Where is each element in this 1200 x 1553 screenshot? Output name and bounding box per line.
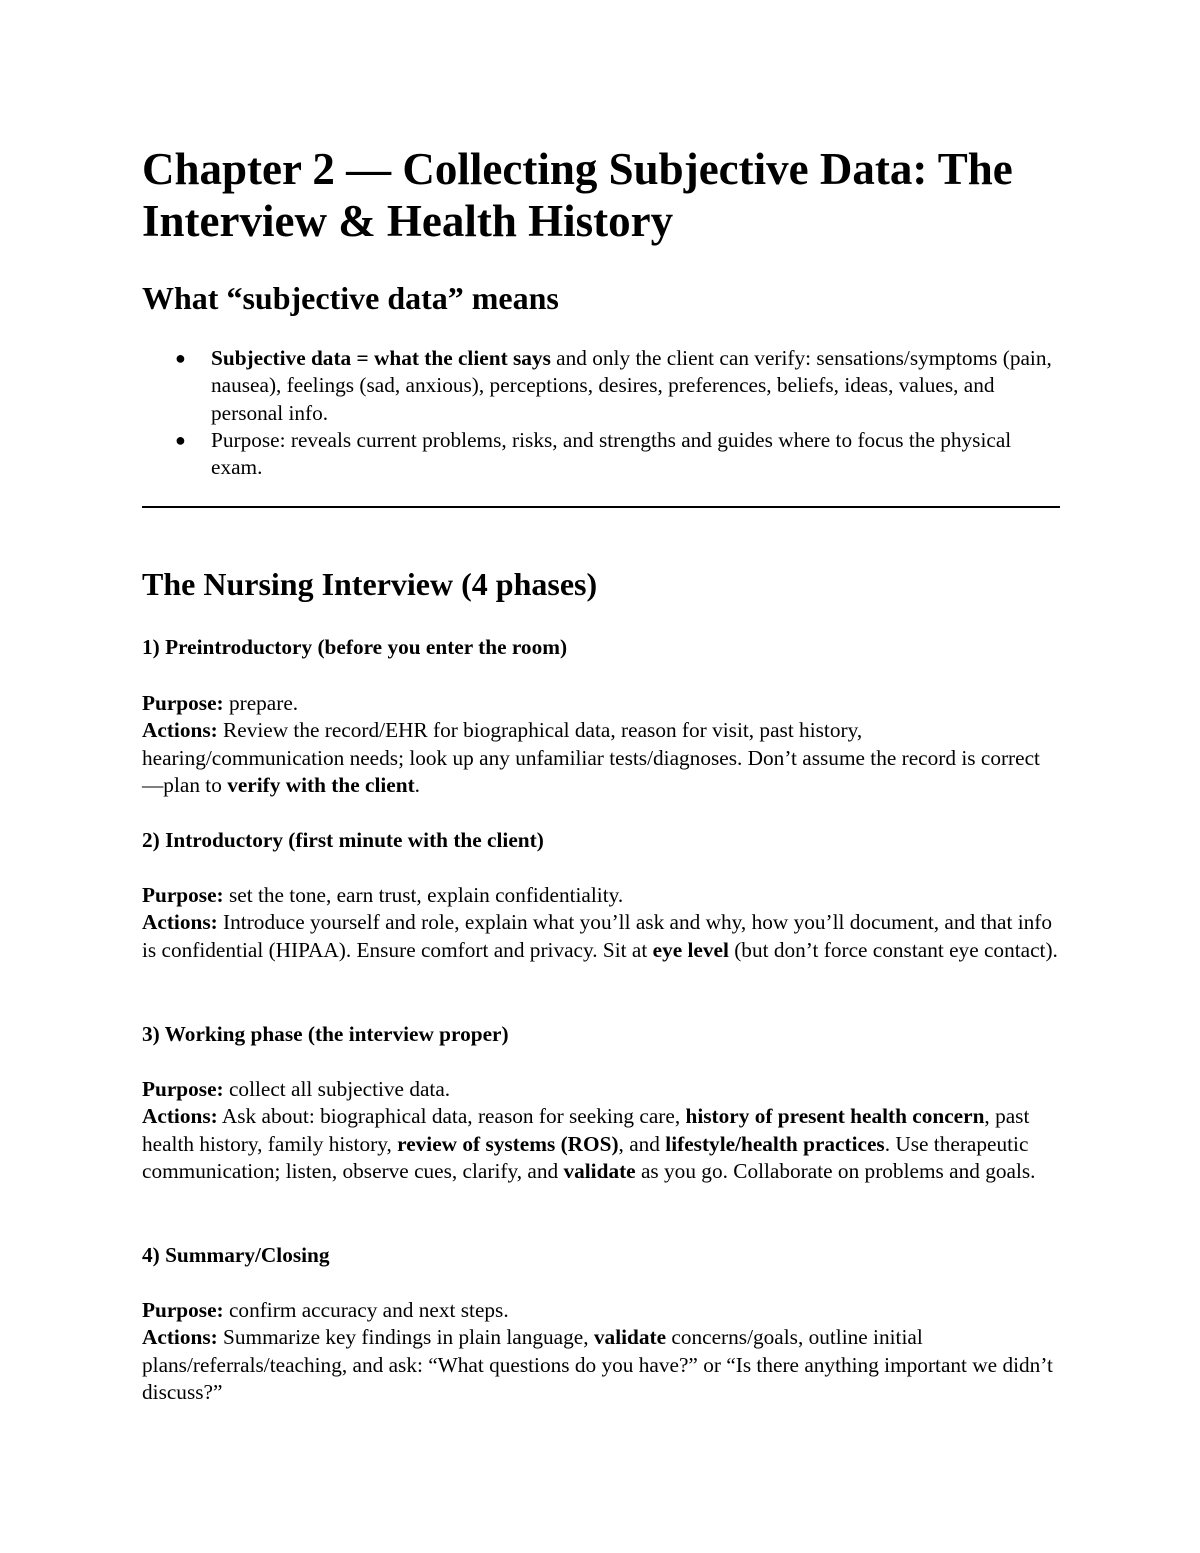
actions-label: Actions: [142, 718, 218, 743]
bullet-item [142, 345, 1060, 427]
purpose-text: prepare. [223, 691, 299, 715]
actions-text: Ask about: biographical data, reason for seeking care, [217, 1104, 686, 1129]
purpose-label: Purpose: [142, 691, 224, 715]
phase-title: 3) Working phase (the interview proper) [142, 1022, 509, 1046]
chapter-title: Chapter 2 — Collecting Subjective Data: The Interview & Health History [142, 144, 1013, 246]
actions-bold-text: lifestyle/health practices [665, 1131, 885, 1156]
phase-title: 2) Introductory (first minute with the client) [142, 828, 544, 852]
actions-text: (but don’t force constant eye contact). [728, 937, 1058, 962]
bullet-icon: ● [175, 348, 186, 368]
phase-body [142, 690, 1060, 799]
section-heading-subjective-data: What “subjective data” means [142, 280, 559, 316]
horizontal-divider [142, 506, 1060, 508]
actions-text: . Use therapeutic communication; listen, observe cues, clarify, and [142, 1131, 1029, 1183]
phase-purpose [142, 882, 1060, 909]
phase-purpose [142, 690, 1060, 717]
actions-text: , past health history, family history, [142, 1104, 1030, 1156]
phase-body [142, 882, 1060, 964]
phase-actions [142, 1103, 1060, 1185]
actions-label: Actions: [142, 1325, 218, 1350]
section-heading-nursing-interview: The Nursing Interview (4 phases) [142, 566, 598, 602]
actions-bold-text: validate [593, 1325, 667, 1350]
actions-label: Actions: [142, 1104, 218, 1129]
actions-bold-text: eye level [652, 937, 729, 962]
bullet-bold-text: Subjective data = what the client says [211, 346, 551, 370]
actions-text: Summarize key findings in plain language, [217, 1325, 594, 1350]
actions-label: Actions: [142, 910, 218, 935]
actions-text: concerns/goals, outline initial plans/referrals/teaching, and ask: “What questions do you have?” or “Is there anything important we didn’t discuss?” [142, 1325, 1053, 1404]
purpose-text: set the tone, earn trust, explain confidentiality. [223, 883, 624, 907]
purpose-label: Purpose: [142, 1077, 224, 1101]
phase-purpose [142, 1076, 1060, 1103]
phase-actions [142, 717, 1060, 799]
bullet-text: and only the client can verify: sensations/symptoms (pain, nausea), feelings (sad, anxious), perceptions, desires, preferences, beliefs, ideas, values, and personal info. [211, 346, 1052, 425]
phase-body [142, 1297, 1060, 1406]
phase-actions [142, 909, 1060, 964]
purpose-label: Purpose: [142, 883, 224, 907]
actions-text: as you go. Collaborate on problems and goals. [635, 1158, 1036, 1183]
bullet-text: Purpose: reveals current problems, risks, and strengths and guides where to focus the physical exam. [211, 427, 1012, 480]
purpose-text: confirm accuracy and next steps. [223, 1298, 509, 1322]
actions-text: Introduce yourself and role, explain what you’ll ask and why, how you’ll document, and that info is confidential (HIPAA). Ensure comfort and privacy. Sit at [142, 910, 1053, 962]
bullet-item [142, 427, 1060, 482]
actions-bold-text: review of systems (ROS) [397, 1131, 619, 1156]
phase-purpose [142, 1297, 1060, 1324]
actions-bold-text: validate [563, 1158, 636, 1183]
phase-title: 4) Summary/Closing [142, 1243, 330, 1267]
actions-text: Review the record/EHR for biographical data, reason for visit, past history, hearing/communication needs; look up any unfamiliar tests/diagnoses. Don’t assume the record is correct—plan to [142, 718, 1040, 797]
bullet-icon: ● [175, 429, 186, 450]
phase-title: 1) Preintroductory (before you enter the room) [142, 635, 568, 659]
actions-text: . [414, 772, 420, 797]
actions-bold-text: history of present health concern [685, 1104, 985, 1129]
phase-actions [142, 1324, 1060, 1406]
actions-bold-text: verify with the client [227, 772, 415, 797]
phase-body [142, 1076, 1060, 1185]
subjective-data-bullet-list [142, 345, 1060, 481]
actions-text: , and [618, 1131, 666, 1156]
purpose-label: Purpose: [142, 1298, 224, 1322]
purpose-text: collect all subjective data. [223, 1077, 451, 1101]
